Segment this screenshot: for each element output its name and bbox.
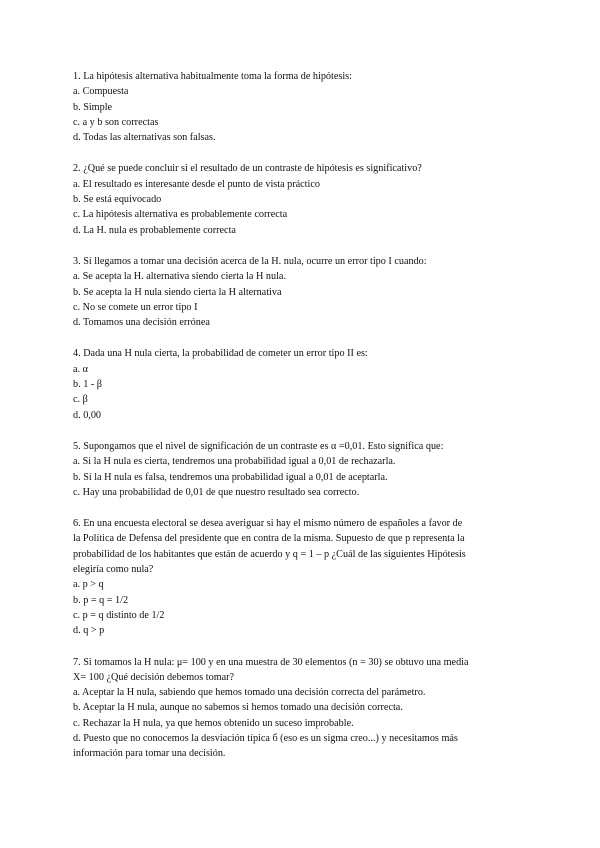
question-stem-line: 5. Supongamos que el nivel de significación de un contraste es α =0,01. Esto significa que: — [73, 440, 444, 452]
answer-option: a. El resultado es interesante desde el punto de vista práctico — [73, 178, 320, 190]
answer-option: b. Si la H nula es falsa, tendremos una probabilidad igual a 0,01 de aceptarla. — [73, 471, 388, 483]
answer-option: d. Tomamos una decisión errónea — [73, 317, 210, 329]
answer-option: b. 1 - β — [73, 379, 102, 391]
question-4 — [73, 346, 533, 422]
answer-option: c. No se comete un error tipo I — [73, 301, 198, 313]
question-6 — [73, 516, 533, 638]
question-stem-line: 1. La hipótesis alternativa habitualmente toma la forma de hipótesis: — [73, 71, 352, 82]
answer-option: b. Se acepta la H nula siendo cierta la H alternativa — [73, 286, 282, 298]
answer-option: a. p > q — [73, 579, 104, 591]
answer-option: c. Rechazar la H nula, ya que hemos obtenido un suceso improbable. — [73, 717, 354, 729]
answer-option: d. Todas las alternativas son falsas. — [73, 132, 216, 144]
question-2 — [73, 161, 533, 237]
question-stem-line: 2. ¿Qué se puede concluir si el resultado de un contraste de hipótesis es significativo? — [73, 163, 422, 175]
question-5 — [73, 439, 533, 500]
question-3 — [73, 254, 533, 330]
question-stem-line: elegiría como nula? — [73, 564, 154, 576]
answer-option: d. q > p — [73, 625, 105, 637]
answer-option: c. Hay una probabilidad de 0,01 de que nuestro resultado sea correcto. — [73, 486, 360, 498]
question-stem-line: 4. Dada una H nula cierta, la probabilidad de cometer un error tipo II es: — [73, 348, 368, 360]
question-stem-line: probabilidad de los habitantes que están de acuerdo y q = 1 – p ¿Cuál de las siguientes Hipótesis — [73, 548, 466, 560]
answer-option: c. a y b son correctas — [73, 116, 159, 128]
answer-option: d. La H. nula es probablemente correcta — [73, 224, 236, 236]
answer-option: c. p = q distinto de 1/2 — [73, 609, 165, 621]
answer-option: a. Aceptar la H nula, sabiendo que hemos tomado una decisión correcta del parámetro. — [73, 687, 426, 699]
answer-option: b. Se está equivocado — [73, 194, 162, 206]
question-stem-line: 6. En una encuesta electoral se desea averiguar si hay el mismo número de españoles a favor de — [73, 518, 463, 530]
answer-option: a. Si la H nula es cierta, tendremos una probabilidad igual a 0,01 de rechazarla. — [73, 456, 396, 468]
answer-option: d. 0,00 — [73, 409, 102, 421]
answer-option: a. α — [73, 363, 88, 375]
answer-option: b. Aceptar la H nula, aunque no sabemos si hemos tomado una decisión correcta. — [73, 702, 403, 714]
answer-option: a. Se acepta la H. alternativa siendo cierta la H nula. — [73, 271, 286, 283]
answer-option: información para tomar una decisión. — [73, 748, 226, 760]
question-stem-line: X= 100 ¿Qué decisión debemos tomar? — [73, 671, 235, 683]
question-stem-line: 7. Si tomamos la H nula: μ= 100 y en una muestra de 30 elementos (n = 30) se obtuvo una media — [73, 656, 469, 668]
answer-option: c. La hipótesis alternativa es probablemente correcta — [73, 209, 288, 221]
answer-option: b. Simple — [73, 101, 113, 113]
question-stem-line: la Política de Defensa del presidente que en contra de la misma. Supuesto de que p representa la — [73, 533, 465, 545]
question-stem-line: 3. Si llegamos a tomar una decisión acerca de la H. nula, ocurre un error tipo I cuando: — [73, 255, 427, 267]
question-7 — [73, 655, 533, 762]
question-1 — [73, 69, 533, 145]
answer-option: b. p = q = 1/2 — [73, 594, 129, 606]
answer-option: a. Compuesta — [73, 86, 129, 98]
answer-option: d. Puesto que no conocemos la desviación típica б (eso es un sigma creo...) y necesitamos más — [73, 732, 458, 744]
answer-option: c. β — [73, 394, 88, 406]
document-page — [73, 69, 533, 778]
